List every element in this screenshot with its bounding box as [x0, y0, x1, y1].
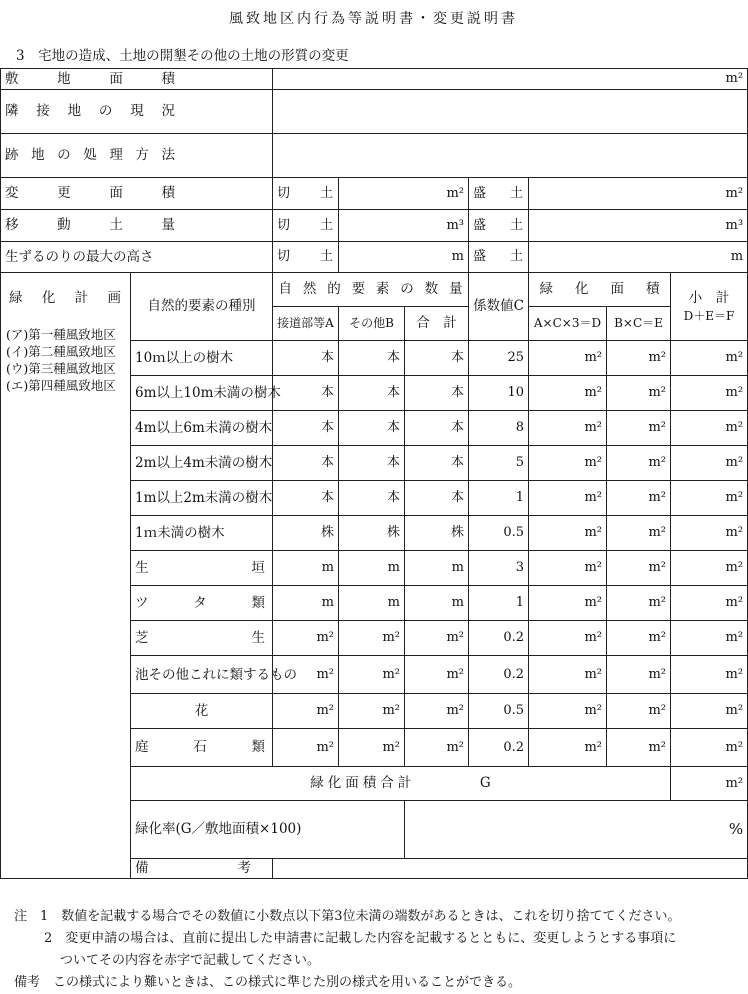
soil-volume-fill-label: 盛 土 [469, 210, 529, 242]
area-e-input[interactable]: m² [607, 694, 671, 729]
quantity-b-input[interactable]: 本 [339, 411, 405, 446]
adjacent-status-input[interactable] [273, 90, 748, 134]
quantity-a-input[interactable]: m [273, 586, 339, 621]
quantity-b-input[interactable]: 本 [339, 481, 405, 516]
adjacent-status-label: 隣接地の現況 [1, 90, 273, 134]
change-area-cut-input[interactable]: m² [339, 178, 469, 210]
coefficient-value: 25 [469, 341, 529, 376]
subtotal-f-input[interactable]: m² [671, 411, 748, 446]
change-area-fill-label: 盛 土 [469, 178, 529, 210]
coefficient-value: 0.5 [469, 516, 529, 551]
area-d-input[interactable]: m² [529, 656, 607, 694]
element-name: 芝 生 [131, 621, 273, 656]
green-area-total-label: 緑化面積合計 G [131, 767, 671, 801]
subtotal-f-input[interactable]: m² [671, 656, 748, 694]
quantity-total-input[interactable]: 本 [405, 481, 469, 516]
coefficient-value: 1 [469, 586, 529, 621]
quantity-b-input[interactable]: 株 [339, 516, 405, 551]
remarks-input[interactable] [273, 859, 748, 879]
quantity-b-input[interactable]: 本 [339, 376, 405, 411]
note-2-continued: ついてその内容を赤字で記載してください。 [60, 953, 321, 968]
element-name: ツ タ 類 [131, 586, 273, 621]
subtotal-f-input[interactable]: m² [671, 729, 748, 767]
subtotal-f-input[interactable]: m² [671, 694, 748, 729]
element-name: 庭 石 類 [131, 729, 273, 767]
note-1: 注 1 数値を記載する場合でその数値に小数点以下第3位未満の端数があるときは、これを切り捨ててください。 [14, 909, 681, 924]
quantity-a-input[interactable]: m² [273, 729, 339, 767]
area-d-input[interactable]: m² [529, 621, 607, 656]
formula-d-header: A×C×3＝D [529, 307, 607, 341]
coefficient-value: 3 [469, 551, 529, 586]
road-a-header: 接道部等A [273, 307, 339, 341]
green-area-total-input[interactable]: m² [671, 767, 748, 801]
area-d-input[interactable]: m² [529, 411, 607, 446]
slope-height-fill-input[interactable]: m [529, 242, 748, 273]
note-2: 2 変更申請の場合は、直前に提出した申請書に記載した内容を記載するとともに、変更しようとする事項に [44, 931, 677, 946]
quantity-b-input[interactable]: m² [339, 729, 405, 767]
element-type-header: 自然的要素の種別 [131, 273, 273, 341]
district-category-list [6, 326, 116, 394]
quantity-total-input[interactable]: 本 [405, 411, 469, 446]
quantity-a-input[interactable]: 本 [273, 481, 339, 516]
area-d-input[interactable]: m² [529, 586, 607, 621]
quantity-a-input[interactable]: 本 [273, 411, 339, 446]
subtotal-f-input[interactable]: m² [671, 481, 748, 516]
coefficient-value: 0.2 [469, 656, 529, 694]
category-item: (エ)第四種風致地区 [6, 378, 116, 393]
explanation-form-table [0, 68, 748, 879]
area-d-input[interactable]: m² [529, 516, 607, 551]
coefficient-value: 0.2 [469, 729, 529, 767]
quantity-a-input[interactable]: m² [273, 621, 339, 656]
area-d-input[interactable]: m² [529, 729, 607, 767]
area-d-input[interactable]: m² [529, 481, 607, 516]
category-item: (イ)第二種風致地区 [6, 344, 116, 359]
element-name: 2m以上4m未満の樹木 [131, 446, 273, 481]
quantity-b-input[interactable]: m² [339, 656, 405, 694]
quantity-a-input[interactable]: 本 [273, 446, 339, 481]
area-d-input[interactable]: m² [529, 551, 607, 586]
element-name: 1m以上2m未満の樹木 [131, 481, 273, 516]
remarks-label: 備 考 [131, 859, 273, 879]
quantity-header: 自然的要素の数量 [273, 273, 469, 307]
remark-note: 備考 この様式により難いときは、この様式に準じた別の様式を用いることができる。 [14, 975, 522, 990]
greening-ratio-label: 緑化率(G／敷地面積×100) [131, 801, 405, 859]
quantity-a-input[interactable]: m [273, 551, 339, 586]
area-e-input[interactable]: m² [607, 481, 671, 516]
change-area-label: 変更面積 [1, 178, 273, 210]
quantity-b-input[interactable]: m [339, 551, 405, 586]
quantity-total-input[interactable]: m² [405, 694, 469, 729]
quantity-a-input[interactable]: 株 [273, 516, 339, 551]
quantity-a-input[interactable]: 本 [273, 376, 339, 411]
quantity-total-input[interactable]: 本 [405, 446, 469, 481]
element-name: 10ｍ以上の樹木 [131, 341, 273, 376]
site-area-label: 敷地面積 [1, 69, 273, 90]
subtotal-header: 小 計 D＋E＝F [671, 273, 748, 341]
change-area-fill-input[interactable]: m² [529, 178, 748, 210]
soil-volume-cut-input[interactable]: m³ [339, 210, 469, 242]
area-e-input[interactable]: m² [607, 516, 671, 551]
area-e-input[interactable]: m² [607, 446, 671, 481]
area-d-input[interactable]: m² [529, 694, 607, 729]
category-item: (ア)第一種風致地区 [6, 327, 116, 342]
coefficient-header: 係数値C [469, 273, 529, 341]
quantity-b-input[interactable]: 本 [339, 341, 405, 376]
green-area-header: 緑化面積 [529, 273, 671, 307]
quantity-a-input[interactable]: 本 [273, 341, 339, 376]
area-e-input[interactable]: m² [607, 586, 671, 621]
quantity-total-input[interactable]: m² [405, 621, 469, 656]
coefficient-value: 1 [469, 481, 529, 516]
quantity-b-input[interactable]: m² [339, 694, 405, 729]
subtotal-f-input[interactable]: m² [671, 551, 748, 586]
slope-height-label: 生ずるのりの最大の高さ [1, 242, 273, 273]
element-name: 生 垣 [131, 551, 273, 586]
coefficient-value: 0.2 [469, 621, 529, 656]
slope-height-cut-label: 切 土 [273, 242, 339, 273]
quantity-b-input[interactable]: 本 [339, 446, 405, 481]
quantity-total-input[interactable]: m [405, 586, 469, 621]
other-b-header: その他B [339, 307, 405, 341]
slope-height-fill-label: 盛 土 [469, 242, 529, 273]
site-area-input[interactable]: m² [273, 69, 748, 90]
total-header: 合 計 [405, 307, 469, 341]
element-name: 池その他これに類するもの [131, 656, 273, 694]
quantity-a-input[interactable]: m² [273, 656, 339, 694]
coefficient-value: 10 [469, 376, 529, 411]
quantity-total-input[interactable]: m [405, 551, 469, 586]
quantity-b-input[interactable]: m² [339, 621, 405, 656]
subtotal-f-input[interactable]: m² [671, 586, 748, 621]
subtotal-f-input[interactable]: m² [671, 341, 748, 376]
quantity-total-input[interactable]: 本 [405, 341, 469, 376]
section-subtitle: 3 宅地の造成、土地の開墾その他の土地の形質の変更 [16, 48, 349, 64]
greening-plan-label: 緑化計画 [9, 290, 121, 306]
quantity-total-input[interactable]: 本 [405, 376, 469, 411]
area-e-input[interactable]: m² [607, 621, 671, 656]
area-e-input[interactable]: m² [607, 729, 671, 767]
area-d-input[interactable]: m² [529, 341, 607, 376]
element-name: 6m以上10m未満の樹木 [131, 376, 273, 411]
area-e-input[interactable]: m² [607, 656, 671, 694]
quantity-b-input[interactable]: m [339, 586, 405, 621]
area-e-input[interactable]: m² [607, 551, 671, 586]
slope-height-cut-input[interactable]: m [339, 242, 469, 273]
quantity-total-input[interactable]: m² [405, 729, 469, 767]
soil-volume-fill-input[interactable]: m³ [529, 210, 748, 242]
greening-ratio-input[interactable]: % [405, 801, 748, 859]
category-item: (ウ)第三種風致地区 [6, 361, 116, 376]
element-name: 花 [131, 694, 273, 729]
restoration-method-input[interactable] [273, 134, 748, 178]
element-name: 4m以上6m未満の樹木 [131, 411, 273, 446]
subtotal-f-input[interactable]: m² [671, 516, 748, 551]
coefficient-value: 5 [469, 446, 529, 481]
coefficient-value: 0.5 [469, 694, 529, 729]
element-name: 1ｍ未満の樹木 [131, 516, 273, 551]
coefficient-value: 8 [469, 411, 529, 446]
notes-section [14, 906, 744, 994]
area-e-input[interactable]: m² [607, 341, 671, 376]
quantity-total-input[interactable]: m² [405, 656, 469, 694]
area-e-input[interactable]: m² [607, 411, 671, 446]
subtotal-f-input[interactable]: m² [671, 621, 748, 656]
restoration-method-label: 跡地の処理方法 [1, 134, 273, 178]
formula-e-header: B×C＝E [607, 307, 671, 341]
document-title: 風致地区内行為等説明書・変更説明書 [229, 11, 518, 27]
area-d-input[interactable]: m² [529, 446, 607, 481]
area-d-input[interactable]: m² [529, 376, 607, 411]
change-area-cut-label: 切 土 [273, 178, 339, 210]
quantity-a-input[interactable]: m² [273, 694, 339, 729]
subtotal-f-input[interactable]: m² [671, 446, 748, 481]
soil-volume-cut-label: 切 土 [273, 210, 339, 242]
area-e-input[interactable]: m² [607, 376, 671, 411]
soil-volume-label: 移動土量 [1, 210, 273, 242]
subtotal-f-input[interactable]: m² [671, 376, 748, 411]
quantity-total-input[interactable]: 株 [405, 516, 469, 551]
